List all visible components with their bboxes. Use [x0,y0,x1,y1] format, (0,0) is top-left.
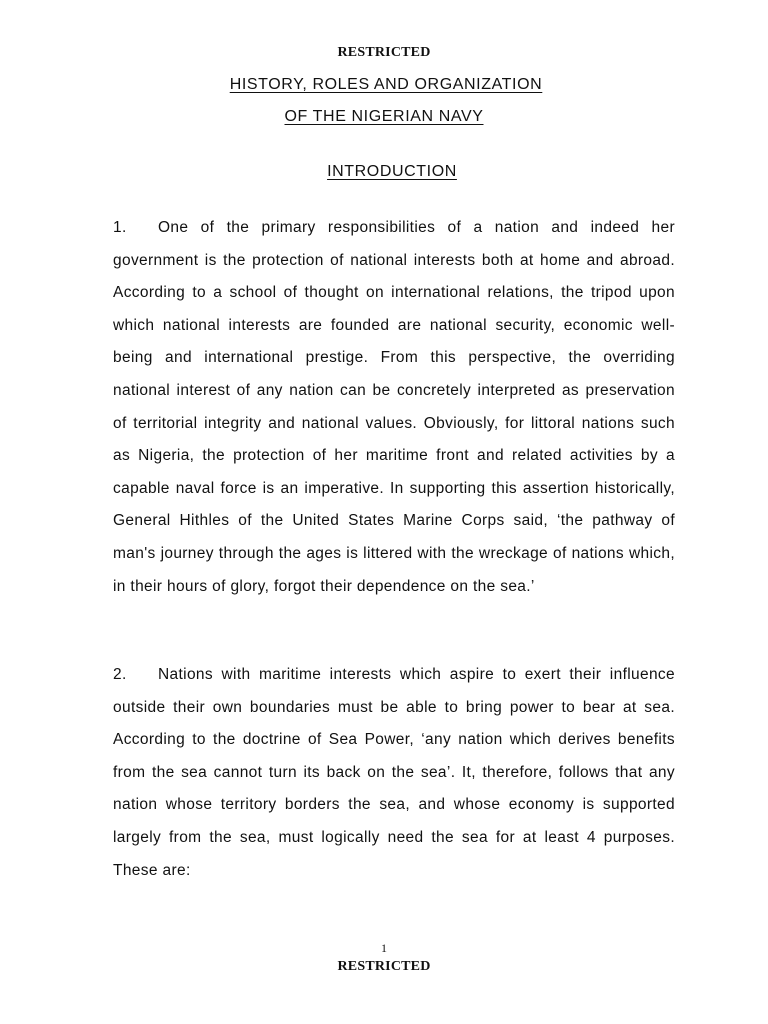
classification-footer: RESTRICTED [337,959,431,974]
page-number: 1 [381,941,387,955]
paragraph-1 [113,212,675,603]
paragraph-text: Nations with maritime interests which aspire to exert their influence outside their own boundaries must be able to bring power to bear at sea. According to the doctrine of Sea Power, ‘any nation which derives benefits from the sea cannot turn its back on the sea’. It, therefore, follows that any nation whose territory borders the sea, and whose economy is supported largely from the sea, must logically need the sea for at least 4 purposes. These are: [113,666,675,879]
paragraph-number: 1. [113,219,127,236]
classification-header: RESTRICTED [337,45,431,60]
paragraph-number: 2. [113,666,127,683]
section-heading: INTRODUCTION [327,163,457,180]
paragraph-2 [113,659,675,887]
paragraph-text: One of the primary responsibilities of a nation and indeed her government is the protection of national interests both at home and abroad. According to a school of thought on international relations, the tripod upon which national interests are founded are national security, economic well-being and international prestige. From this perspective, the overriding national interest of any nation can be concretely interpreted as preservation of territorial integrity and national values. Obviously, for littoral nations such as Nigeria, the protection of her maritime front and related activities by a capable naval force is an imperative. In supporting this assertion historically, General Hithles of the United States Marine Corps said, ‘the pathway of man's journey through the ages is littered with the wreckage of nations which, in their hours of glory, forgot their dependence on the sea.’ [113,219,675,595]
document-title-line-2: OF THE NIGERIAN NAVY [284,108,484,125]
document-title-line-1: HISTORY, ROLES AND ORGANIZATION [229,76,543,93]
